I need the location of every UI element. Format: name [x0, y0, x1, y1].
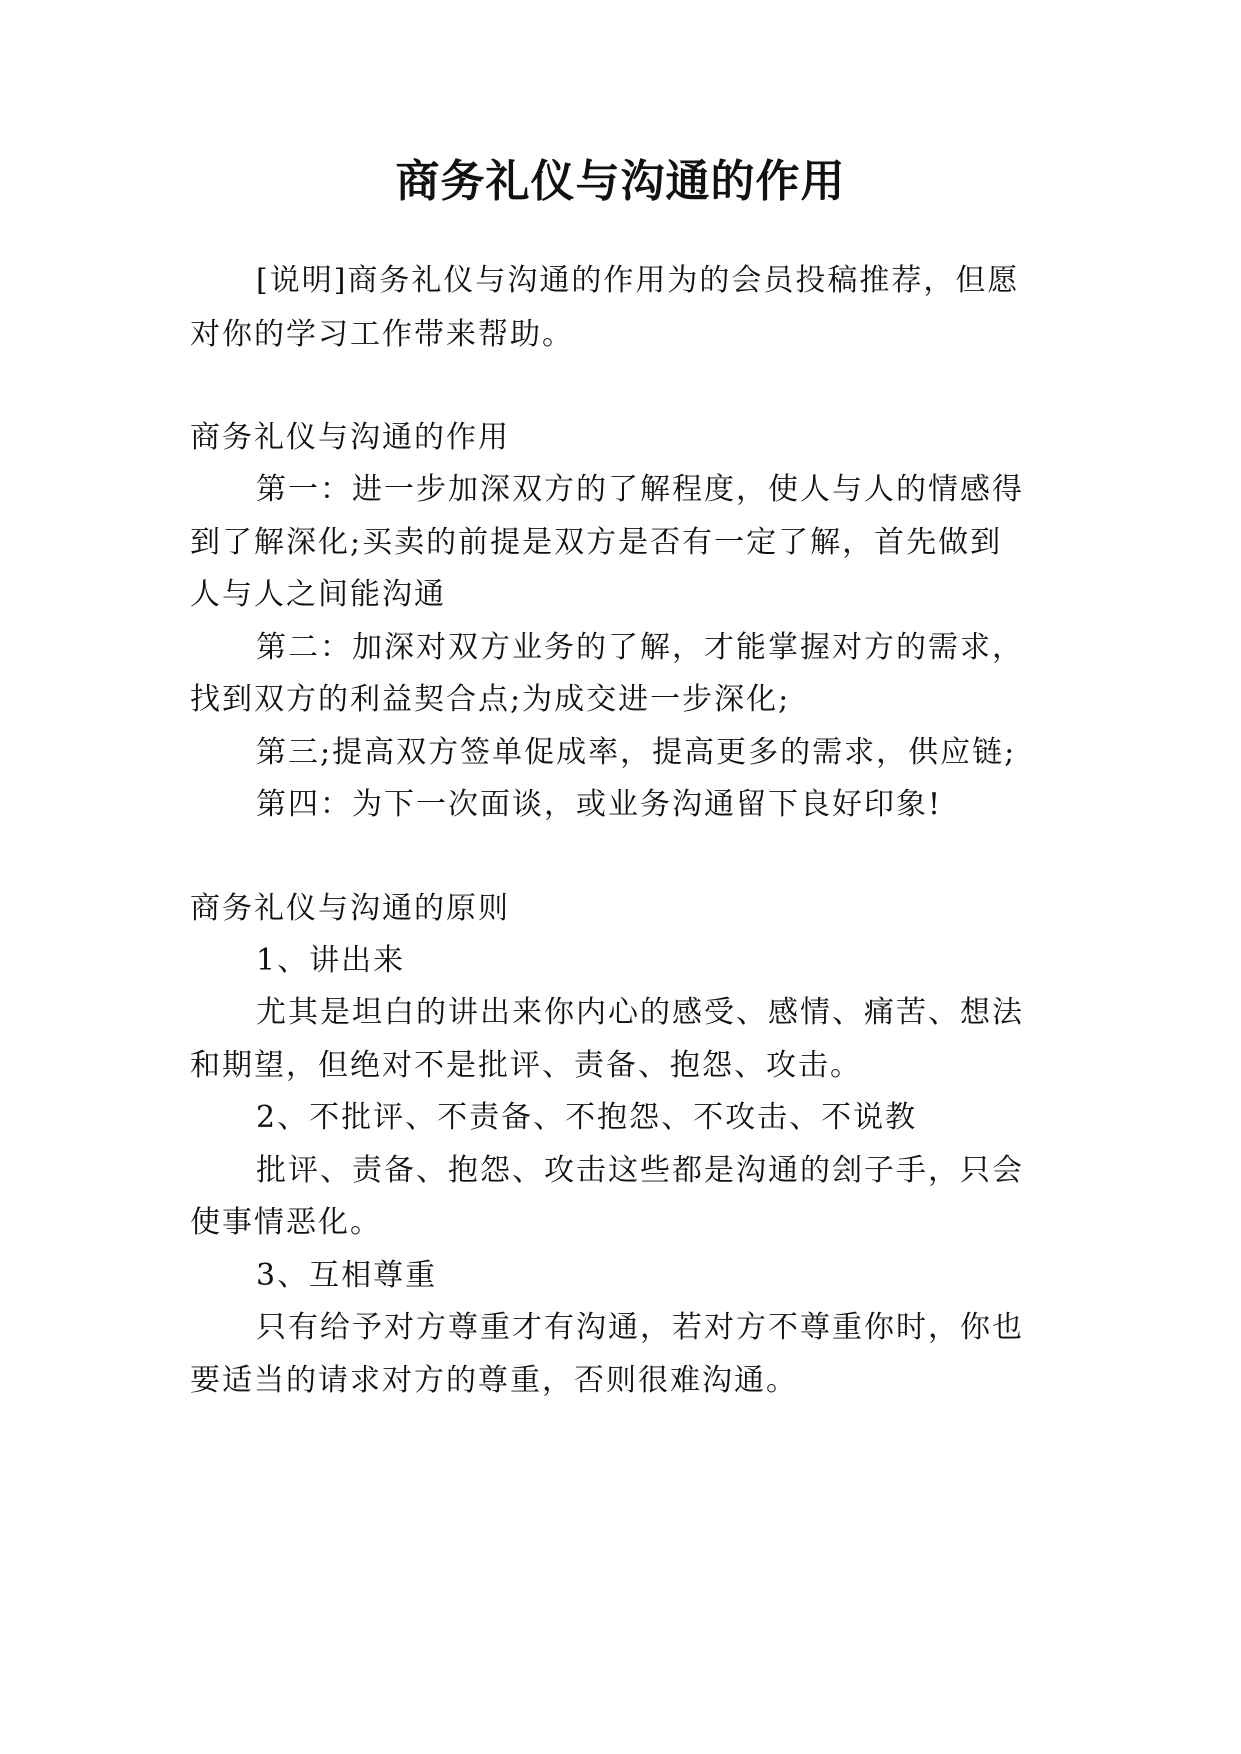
paragraph-line: 人与人之间能沟通	[190, 577, 446, 612]
section-heading-role: 商务礼仪与沟通的作用	[190, 420, 510, 455]
paragraph-line: 第四：为下一次面谈，或业务沟通留下良好印象!	[256, 787, 943, 822]
paragraph-line: 第二：加深对双方业务的了解，才能掌握对方的需求，	[256, 630, 1024, 665]
paragraph-line: 使事情恶化。	[190, 1205, 382, 1240]
paragraph-line: 只有给予对方尊重才有沟通，若对方不尊重你时，你也	[256, 1310, 1024, 1345]
intro-line-2: 对你的学习工作带来帮助。	[190, 317, 574, 352]
paragraph-line: 尤其是坦白的讲出来你内心的感受、感情、痛苦、想法	[256, 995, 1024, 1030]
paragraph-line: 和期望，但绝对不是批评、责备、抱怨、攻击。	[190, 1048, 862, 1083]
paragraph-line: 第一：进一步加深双方的了解程度，使人与人的情感得	[256, 472, 1024, 507]
paragraph-line: 第三;提高双方签单促成率，提高更多的需求，供应链;	[256, 735, 1017, 770]
principle-heading-3: 3、互相尊重	[256, 1258, 438, 1293]
paragraph-line: 到了解深化;买卖的前提是双方是否有一定了解，首先做到	[190, 525, 1003, 560]
intro-line-1: [说明]商务礼仪与沟通的作用为的会员投稿推荐，但愿	[256, 263, 1020, 298]
principle-heading-2: 2、不批评、不责备、不抱怨、不攻击、不说教	[256, 1100, 918, 1135]
paragraph-line: 找到双方的利益契合点;为成交进一步深化;	[190, 682, 791, 717]
principle-heading-1: 1、讲出来	[256, 943, 406, 978]
section-heading-principles: 商务礼仪与沟通的原则	[190, 891, 510, 926]
paragraph-line: 批评、责备、抱怨、攻击这些都是沟通的刽子手，只会	[256, 1153, 1024, 1188]
paragraph-line: 要适当的请求对方的尊重，否则很难沟通。	[190, 1363, 798, 1398]
document-title: 商务礼仪与沟通的作用	[395, 156, 846, 207]
